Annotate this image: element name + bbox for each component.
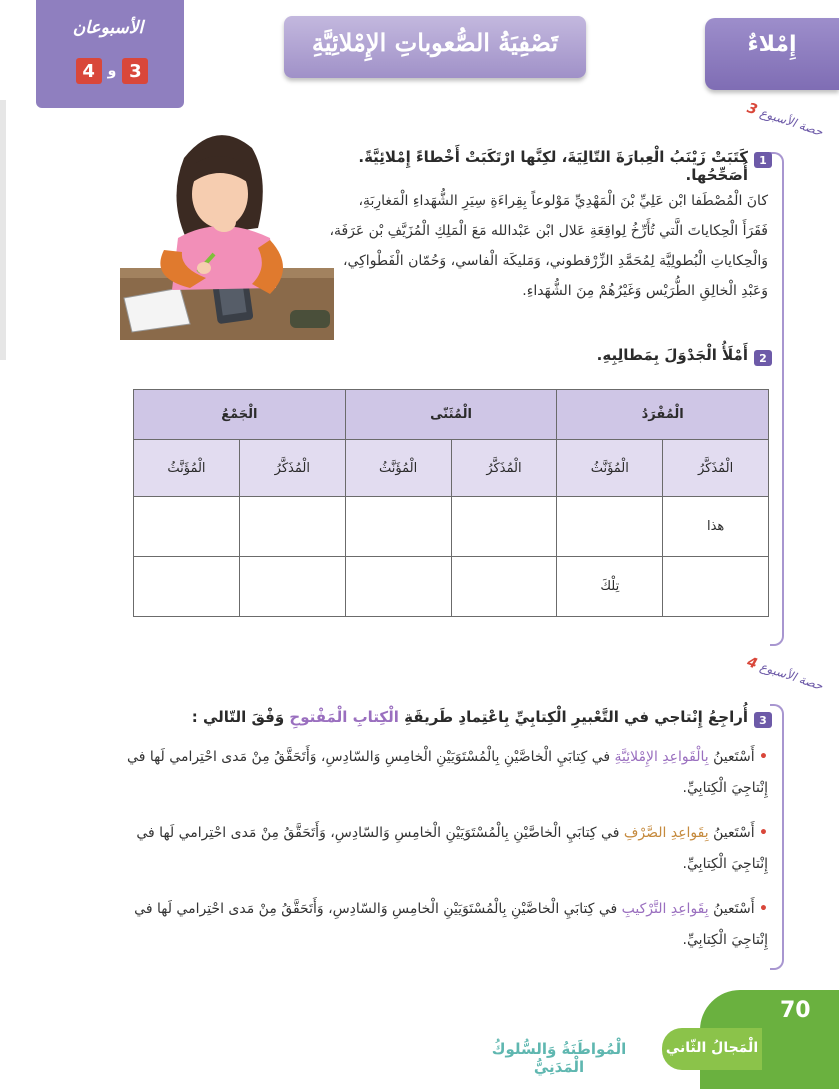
table-group-header: الْمُثَنّى — [345, 390, 557, 440]
weeks-connector: و — [107, 63, 117, 79]
table-row — [134, 497, 769, 557]
bullet-highlight: بِالْقَواعِدِ الإِمْلائِيَّةِ — [614, 749, 709, 765]
table-cell[interactable] — [451, 557, 557, 617]
section-bracket — [770, 152, 784, 646]
domain-label: الْمَجالُ الثّاني — [665, 1040, 759, 1056]
table-cell[interactable] — [239, 497, 345, 557]
table-subheader: الْمُؤَنَّثُ — [345, 440, 451, 497]
table-group-header: الْجَمْعُ — [134, 390, 346, 440]
section-bracket — [770, 704, 784, 970]
table-cell[interactable]: تِلْكَ — [557, 557, 663, 617]
week4-badge-number: 4 — [745, 654, 760, 673]
paragraph-line: كانَ الْمُصْطَفا ابْن عَلِيِّ بْنَ الْمَهْدِيِّ مَوْلوعاً بِقِراءَةِ سِيَرِ الشُّهَداءِ الْمَغارِبَةِ، — [358, 193, 768, 209]
table-cell[interactable] — [134, 497, 240, 557]
table-cell[interactable] — [239, 557, 345, 617]
week-number-b: 4 — [76, 58, 102, 84]
table-subheader: الْمُذَكَّرُ — [239, 440, 345, 497]
exercise1-paragraph — [300, 186, 768, 306]
bullet-dot: • — [759, 749, 768, 765]
bullet-highlight: بِقَواعِدِ التَّرْكيبِ — [621, 901, 709, 917]
weeks-tab — [36, 0, 184, 108]
page-edge — [0, 100, 6, 360]
exercise3-instruction-text: أُراجِعُ إِنْتاجي في التَّعْبيرِ الْكِتابِيِّ بِاعْتِمادِ طَريقَةِ — [404, 708, 748, 726]
subject-label: إِمْلاءٌ — [747, 32, 797, 57]
page-number: 70 — [780, 998, 811, 1023]
domain-title: الْمُواطَنَةُ وَالسُّلوكُ الْمَدَنِيُّ — [491, 1040, 627, 1076]
bullet-text: في كِتابَيِ الْخاصَّيْنِ بِالْمُسْتَوَيَيْنِ الْخامِسِ وَالسّادِسِ، وَأَتَحَقَّقُ مِنْ مَدى احْتِرامي لَها في إِنْتاجِيَ الْكِتابِيِّ. — [136, 825, 768, 872]
bullet-dot: • — [759, 901, 768, 917]
bullet-pre: أَسْتَعينُ — [713, 825, 755, 841]
exercise2-instruction: أَمْلَأُ الْجَدْوَلَ بِمَطالِبِهِ. — [596, 346, 748, 364]
week3-badge-label: حصة الأسبوع — [758, 105, 825, 139]
weeks-numbers — [62, 56, 162, 86]
table-cell[interactable]: هذا — [663, 497, 769, 557]
table-subheader: الْمُذَكَّرُ — [451, 440, 557, 497]
table-subheader: الْمُؤَنَّثُ — [134, 440, 240, 497]
bullet-pre: أَسْتَعينُ — [713, 901, 755, 917]
week3-badge — [736, 97, 834, 143]
exercise3-instruction — [160, 708, 748, 726]
exercise3-instruction-highlight: الْكِتابِ الْمَفْتوحِ — [289, 708, 399, 726]
bullet-text: في كِتابَيِ الْخاصَّيْنِ بِالْمُسْتَوَيَيْنِ الْخامِسِ وَالسّادِسِ، وَأَتَحَقَّقُ مِنْ مَدى احْتِرامي لَها في إِنْتاجِيَ الْكِتابِيِّ. — [127, 749, 768, 796]
exercise2-number: 2 — [754, 350, 772, 366]
paragraph-line: فَقَرَأَ الْحِكاياتَ الَّتي تُأَرِّخُ لِواقِعَةِ عَلال ابْن عَبْدالله مَعَ الْمَلِكِ الْمُزَيَّفِ بْن عَرَفَة، — [329, 223, 768, 239]
bullet-text: في كِتابَيِ الْخاصَّيْنِ بِالْمُسْتَوَيَيْنِ الْخامِسِ وَالسّادِسِ، وَأَتَحَقَّقُ مِنْ مَدى احْتِرامي لَها في إِنْتاجِيَ الْكِتابِيِّ. — [134, 901, 768, 948]
table-row — [134, 557, 769, 617]
exercise1-number: 1 — [754, 152, 772, 168]
bullet-item — [118, 818, 768, 880]
bullet-pre: أَسْتَعينُ — [713, 749, 755, 765]
week4-badge-label: حصة الأسبوع — [758, 659, 825, 693]
weeks-title: الأسبوعان — [72, 18, 144, 38]
week3-badge-number: 3 — [745, 100, 760, 119]
table-subheader: الْمُؤَنَّثُ — [557, 440, 663, 497]
lesson-title: تَصْفِيَةُ الصُّعوباتِ الإِمْلائِيَّةِ — [311, 28, 559, 57]
bullet-dot: • — [759, 825, 768, 841]
paragraph-line: وَعَبْدِ الْخالِقِ الطُّرَيْس وَغَيْرُهُمْ مِنَ الشُّهَداءِ. — [522, 283, 768, 299]
week4-badge — [736, 651, 834, 697]
exercise3-instruction-tail: وَفْقَ التّالي : — [191, 708, 285, 726]
bullet-item — [118, 894, 768, 956]
exercise3-number: 3 — [754, 712, 772, 728]
table-cell[interactable] — [345, 497, 451, 557]
table-cell[interactable] — [663, 557, 769, 617]
paragraph-line: وَالْحِكاياتِ الْبُطولِيَّة لِمُحَمَّدِ الزِّرْقطوني، وَمَليكَة الْفاسي، وَحُمّان الْفَطْواكِي، — [342, 253, 768, 269]
bullet-highlight: بِقَواعِدِ الصَّرْفِ — [623, 825, 709, 841]
table-cell[interactable] — [557, 497, 663, 557]
bullet-item — [118, 742, 768, 804]
exercise1-instruction: كَتَبَتْ زَيْنَبُ الْعِبارَةَ التّالِيَةَ، لكِنَّها ارْتَكَبَتْ أَخْطاءً إِمْلائِيَّةً. أُصَحِّحُها. — [358, 148, 748, 184]
grammar-table — [133, 389, 769, 617]
week-number-a: 3 — [122, 58, 148, 84]
table-cell[interactable] — [345, 557, 451, 617]
table-cell[interactable] — [134, 557, 240, 617]
table-subheader: الْمُذَكَّرُ — [663, 440, 769, 497]
table-group-header: الْمُفْرَدُ — [557, 390, 769, 440]
table-cell[interactable] — [451, 497, 557, 557]
